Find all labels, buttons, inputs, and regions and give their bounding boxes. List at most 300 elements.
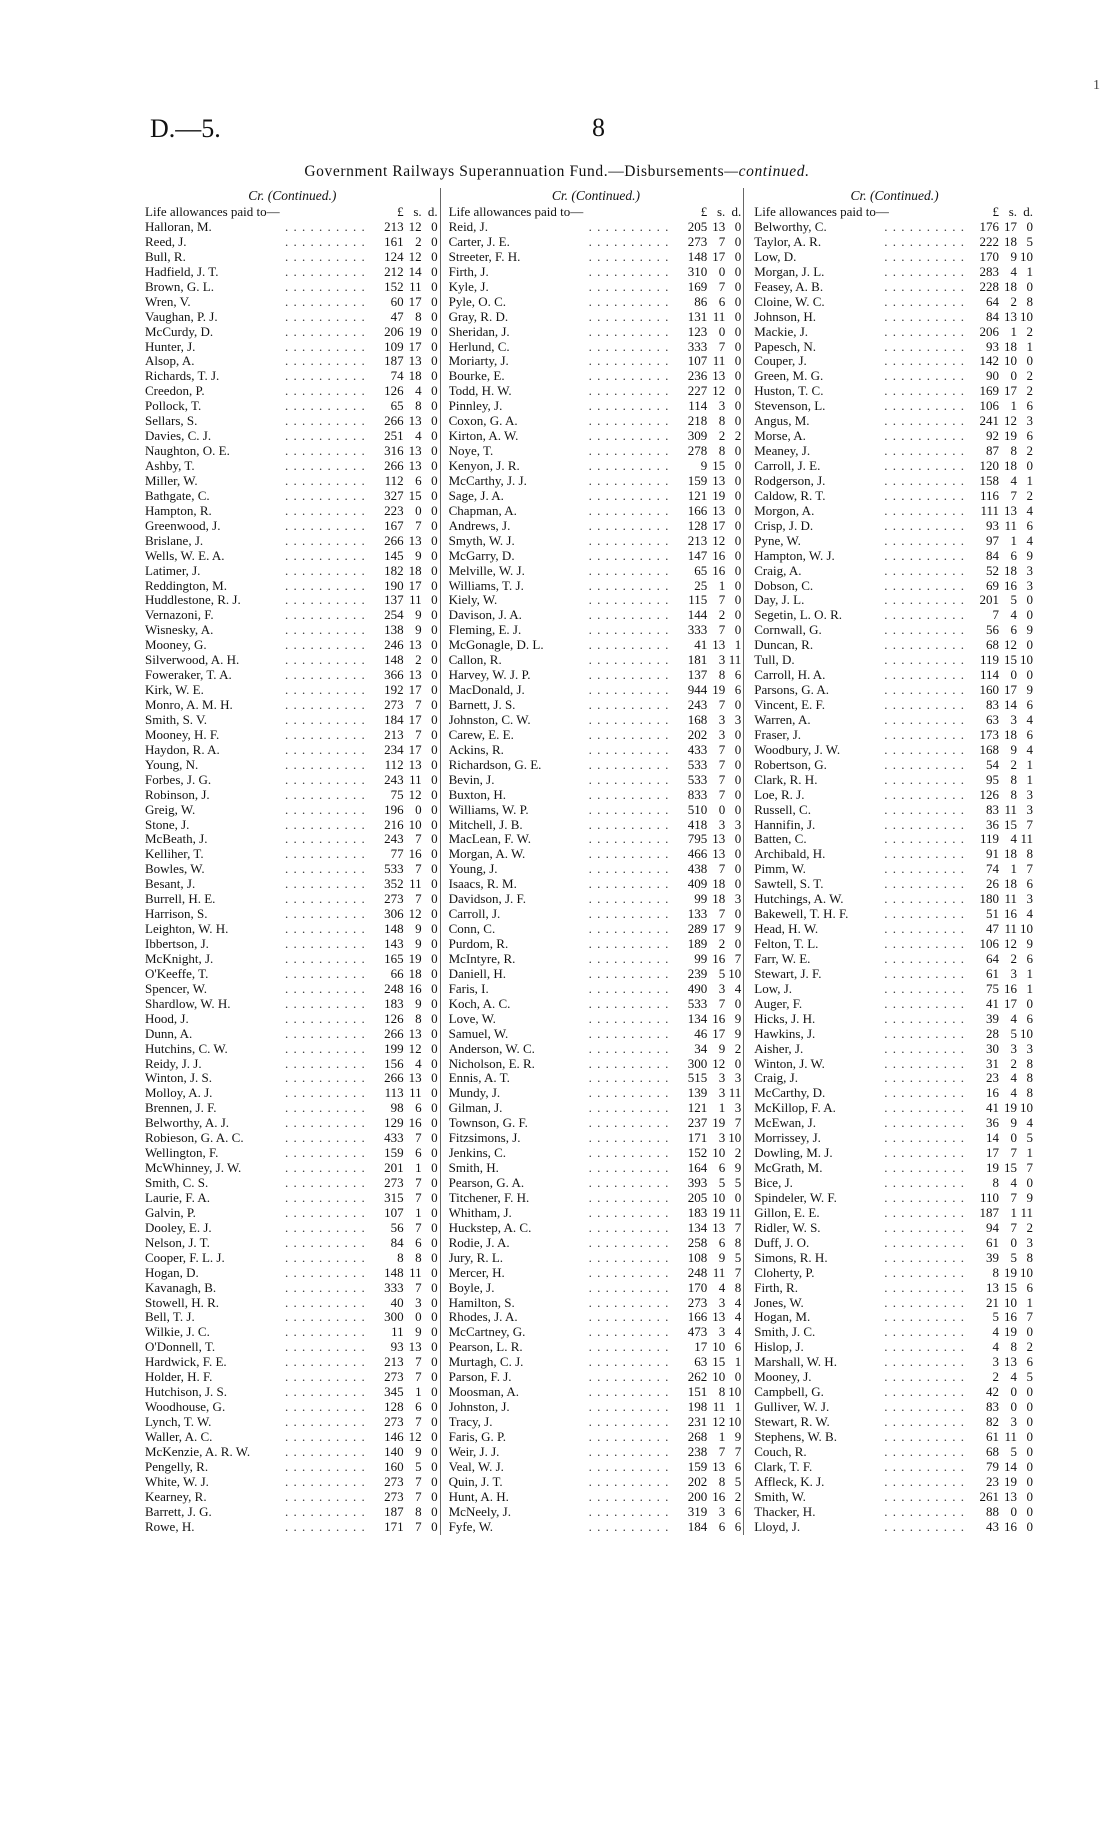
payee-name: Stone, J. — [145, 817, 190, 832]
payee-name: Dooley, E. J. — [145, 1220, 212, 1235]
amount-pounds: 5 — [992, 1309, 999, 1325]
amount-pence: 0 — [431, 1473, 438, 1489]
amount-shillings: 15 — [408, 487, 422, 503]
leader-dots: . . . . . . . . . . — [285, 249, 366, 264]
amount-pence: 0 — [734, 622, 742, 638]
table-row — [145, 743, 440, 758]
amount-pence: 0 — [431, 1443, 438, 1459]
table-row — [754, 1161, 1035, 1176]
leader-dots: . . . . . . . . . . — [884, 1370, 965, 1385]
table-row — [145, 519, 440, 534]
amount-shillings: 7 — [718, 1443, 726, 1459]
leader-dots: . . . . . . . . . . — [588, 1504, 670, 1519]
amount-shillings: 0 — [1010, 1503, 1017, 1519]
amount-shillings: 19 — [1004, 1473, 1017, 1489]
amount-pence: 0 — [734, 726, 742, 742]
amount-pence: 6 — [1026, 1279, 1033, 1295]
amount-pounds: 246 — [384, 637, 404, 653]
leader-dots: . . . . . . . . . . — [588, 548, 670, 563]
amount-pence: 3 — [1026, 786, 1033, 802]
amount-shillings: 7 — [718, 906, 726, 922]
amount-shillings: 7 — [415, 1473, 422, 1489]
amount-shillings: 9 — [415, 1443, 422, 1459]
payee-name: Lynch, T. W. — [145, 1415, 212, 1429]
amount-shillings: 19 — [712, 487, 726, 503]
pounds-unit: £ — [992, 204, 999, 219]
leader-dots: . . . . . . . . . . — [285, 1131, 366, 1146]
table-row — [754, 1310, 1035, 1325]
amount-pence: 7 — [734, 1115, 742, 1131]
table-row — [754, 519, 1035, 534]
amount-pence: 0 — [1026, 1503, 1033, 1519]
leader-dots: . . . . . . . . . . — [588, 668, 670, 683]
table-row — [145, 638, 440, 653]
leader-dots: . . . . . . . . . . — [884, 563, 965, 578]
amount-shillings: 16 — [712, 950, 726, 966]
amount-pounds: 243 — [384, 831, 404, 847]
table-row — [754, 892, 1035, 907]
leader-dots: . . . . . . . . . . — [884, 459, 965, 473]
amount-pence: 0 — [1026, 1399, 1033, 1415]
amount-pence: 6 — [1026, 428, 1033, 444]
amount-pence: 7 — [734, 1443, 742, 1459]
amount-pounds: 169 — [687, 278, 708, 294]
payee-name: Bice, J. — [754, 1176, 793, 1190]
payee-name: Ibbertson, J. — [145, 937, 209, 951]
pounds-unit: £ — [397, 204, 404, 219]
amount-pounds: 145 — [384, 547, 404, 563]
leader-dots: . . . . . . . . . . — [884, 234, 965, 249]
amount-pence: 1 — [1026, 1294, 1033, 1310]
leader-dots: . . . . . . . . . . — [285, 623, 366, 638]
leader-dots: . . . . . . . . . . — [285, 742, 366, 757]
amount-pence: 0 — [431, 936, 438, 951]
amount-shillings: 4 — [1010, 607, 1017, 623]
leader-dots: . . . . . . . . . . — [588, 578, 670, 593]
leader-dots: . . . . . . . . . . — [588, 384, 670, 399]
leader-dots: . . . . . . . . . . — [588, 951, 670, 966]
amount-pence: 0 — [734, 831, 742, 847]
amount-shillings: 1 — [1010, 532, 1017, 548]
leader-dots: . . . . . . . . . . — [588, 1444, 670, 1459]
amount-pounds: 119 — [979, 831, 999, 847]
amount-shillings: 8 — [718, 1473, 726, 1489]
payee-name: Campbell, G. — [754, 1385, 824, 1400]
payee-name: Affleck, K. J. — [754, 1474, 825, 1489]
leader-dots: . . . . . . . . . . — [884, 1101, 965, 1116]
amount-pence: 0 — [734, 697, 742, 712]
amount-shillings: 11 — [1004, 891, 1017, 907]
amount-pounds: 109 — [384, 338, 404, 354]
table-row — [449, 1445, 744, 1460]
amount-pence: 2 — [734, 428, 742, 444]
amount-pounds: 187 — [979, 1204, 999, 1220]
table-row — [449, 310, 744, 325]
amount-shillings: 18 — [1004, 233, 1017, 249]
amount-pounds: 107 — [687, 353, 708, 369]
table-row — [754, 608, 1035, 623]
table-row — [754, 1460, 1035, 1475]
amount-pence: 0 — [1026, 1324, 1033, 1340]
payee-name: Whitham, J. — [448, 1205, 512, 1220]
table-row — [449, 1310, 744, 1325]
amount-shillings: 6 — [415, 1234, 422, 1250]
amount-pounds: 393 — [687, 1175, 708, 1190]
payee-name: Huddlestone, R. J. — [145, 593, 241, 608]
amount-pence: 11 — [728, 1204, 742, 1220]
amount-pence: 3 — [734, 1100, 742, 1116]
amount-pounds: 65 — [694, 562, 708, 578]
leader-dots: . . . . . . . . . . — [884, 1041, 965, 1056]
payee-name: McGonagle, D. L. — [448, 638, 544, 653]
payee-name: Harrison, S. — [145, 907, 208, 922]
table-row — [449, 489, 744, 504]
table-row — [754, 593, 1035, 608]
payee-name: Brennen, J. F. — [145, 1101, 217, 1116]
amount-pence: 0 — [431, 667, 438, 683]
payee-name: Carroll, J. — [448, 907, 501, 922]
amount-shillings: 3 — [1010, 1414, 1017, 1429]
amount-shillings: 5 — [1010, 592, 1017, 608]
amount-pounds: 63 — [694, 1354, 708, 1370]
column-subheading — [145, 204, 440, 220]
payee-name: Gilman, J. — [448, 1101, 503, 1116]
payee-name: Monro, A. M. H. — [145, 698, 233, 712]
amount-pounds: 151 — [687, 1384, 708, 1400]
amount-pence: 0 — [431, 711, 438, 727]
amount-pounds: 251 — [384, 428, 404, 444]
amount-pounds: 515 — [687, 1070, 708, 1086]
amount-shillings: 11 — [1004, 517, 1017, 533]
payee-name: Vaughan, P. J. — [145, 309, 218, 324]
table-row — [449, 250, 744, 265]
leader-dots: . . . . . . . . . . — [588, 1310, 670, 1325]
amount-pounds: 490 — [687, 980, 708, 996]
payee-name: Burrell, H. E. — [145, 892, 216, 907]
table-row — [449, 1281, 744, 1296]
payee-name: Carew, E. E. — [448, 727, 514, 742]
amount-shillings: 4 — [415, 1055, 422, 1071]
amount-pence: 2 — [1026, 1339, 1033, 1355]
payee-name: Hogan, D. — [145, 1265, 199, 1280]
table-row — [145, 1520, 440, 1535]
table-row — [754, 265, 1035, 280]
amount-pounds: 183 — [687, 1204, 708, 1220]
amount-shillings: 12 — [1004, 637, 1017, 653]
amount-pence: 0 — [431, 1339, 438, 1355]
amount-shillings: 14 — [1004, 1458, 1017, 1474]
payee-name: Auger, F. — [754, 996, 803, 1011]
amount-pounds: 134 — [687, 1010, 708, 1026]
payee-name: Creedon, P. — [145, 384, 205, 399]
payee-name: Fleming, E. J. — [448, 623, 522, 638]
leader-dots: . . . . . . . . . . — [884, 1504, 965, 1519]
leader-dots: . . . . . . . . . . — [884, 264, 965, 279]
payee-name: Wisnesky, A. — [145, 623, 214, 638]
table-row — [449, 683, 744, 698]
amount-shillings: 3 — [1010, 965, 1017, 981]
leader-dots: . . . . . . . . . . — [285, 503, 366, 518]
amount-pence: 2 — [1026, 368, 1033, 384]
leader-dots: . . . . . . . . . . — [285, 951, 366, 966]
table-row — [754, 399, 1035, 414]
payee-name: Townson, G. F. — [448, 1116, 528, 1131]
payee-name: Weir, J. J. — [448, 1444, 500, 1459]
amount-pence: 4 — [734, 1324, 742, 1340]
amount-pence: 2 — [1026, 443, 1033, 459]
amount-shillings: 9 — [415, 936, 422, 951]
amount-pounds: 159 — [687, 472, 708, 488]
table-row — [754, 937, 1035, 952]
leader-dots: . . . . . . . . . . — [588, 1161, 670, 1176]
table-row — [449, 429, 744, 444]
amount-pounds: 352 — [384, 876, 404, 892]
payee-name: Fyfe, W. — [448, 1519, 494, 1534]
table-row — [449, 1505, 744, 1520]
payee-name: Richardson, G. E. — [448, 757, 542, 772]
leader-dots: . . . . . . . . . . — [884, 937, 965, 951]
amount-shillings: 1 — [1010, 398, 1017, 414]
amount-pounds: 199 — [384, 1040, 404, 1056]
table-row — [145, 295, 440, 310]
amount-pounds: 148 — [384, 921, 404, 937]
amount-pence: 1 — [1026, 756, 1033, 772]
amount-pounds: 94 — [986, 1219, 999, 1235]
table-row — [449, 593, 744, 608]
amount-shillings: 13 — [1004, 308, 1017, 324]
amount-pounds: 17 — [986, 1145, 999, 1161]
table-row — [754, 325, 1035, 340]
amount-shillings: 1 — [415, 1204, 422, 1220]
amount-shillings: 17 — [1004, 682, 1017, 698]
table-row — [449, 295, 744, 310]
table-row — [449, 1116, 744, 1131]
amount-pounds: 60 — [390, 293, 404, 309]
amount-pence: 0 — [431, 1070, 438, 1086]
amount-pence: 11 — [728, 652, 742, 668]
leader-dots: . . . . . . . . . . — [588, 354, 670, 369]
amount-shillings: 11 — [1004, 801, 1017, 817]
amount-shillings: 0 — [1010, 1384, 1017, 1400]
leader-dots: . . . . . . . . . . — [285, 1190, 366, 1205]
payee-name: Latimer, J. — [145, 563, 201, 578]
amount-pounds: 202 — [687, 1473, 708, 1489]
amount-pounds: 944 — [687, 682, 708, 698]
amount-pounds: 110 — [979, 1189, 999, 1205]
amount-shillings: 17 — [408, 338, 422, 354]
table-row — [145, 384, 440, 399]
leader-dots: . . . . . . . . . . — [285, 1086, 366, 1101]
amount-pounds: 273 — [687, 233, 708, 249]
amount-pence: 0 — [431, 547, 438, 563]
leader-dots: . . . . . . . . . . — [588, 1250, 670, 1265]
payee-name: Hislop, J. — [754, 1340, 804, 1355]
amount-pounds: 200 — [687, 1488, 708, 1504]
amount-shillings: 12 — [408, 1428, 422, 1444]
amount-shillings: 3 — [718, 726, 726, 742]
amount-pounds: 75 — [390, 786, 404, 802]
amount-pence: 0 — [431, 622, 438, 638]
leader-dots: . . . . . . . . . . — [588, 772, 670, 787]
leader-dots: . . . . . . . . . . — [588, 996, 670, 1011]
amount-shillings: 16 — [1004, 577, 1017, 593]
amount-shillings: 7 — [415, 831, 422, 847]
table-row — [145, 1266, 440, 1281]
amount-shillings: 5 — [718, 965, 726, 981]
table-row — [754, 1191, 1035, 1206]
amount-shillings: 12 — [408, 786, 422, 802]
amount-pence: 0 — [431, 741, 438, 757]
amount-shillings: 8 — [415, 1249, 422, 1265]
leader-dots: . . . . . . . . . . — [285, 429, 366, 444]
table-row — [145, 758, 440, 773]
amount-pounds: 190 — [384, 577, 404, 593]
amount-pounds: 65 — [390, 398, 404, 414]
amount-pence: 10 — [728, 965, 742, 981]
amount-shillings: 6 — [718, 293, 726, 309]
payee-name: Waller, A. C. — [145, 1429, 213, 1444]
amount-pounds: 218 — [687, 413, 708, 429]
payee-name: Pearson, G. A. — [448, 1176, 525, 1190]
payee-name: Robieson, G. A. C. — [145, 1131, 244, 1146]
amount-pence: 0 — [431, 1324, 438, 1340]
amount-shillings: 12 — [408, 906, 422, 922]
leader-dots: . . . . . . . . . . — [884, 1444, 965, 1459]
amount-pence: 0 — [734, 906, 742, 922]
payee-name: McKenzie, A. R. W. — [145, 1444, 251, 1459]
leader-dots: . . . . . . . . . . — [588, 1026, 670, 1041]
leader-dots: . . . . . . . . . . — [285, 488, 366, 503]
payee-name: Brislane, J. — [145, 533, 204, 548]
leader-dots: . . . . . . . . . . — [285, 937, 366, 951]
leader-dots: . . . . . . . . . . — [588, 832, 670, 847]
amount-pounds: 206 — [979, 323, 999, 339]
rows-2 — [449, 220, 744, 1535]
leader-dots: . . . . . . . . . . — [588, 623, 670, 638]
amount-pounds: 41 — [986, 995, 999, 1011]
table-row — [754, 354, 1035, 369]
table-row — [754, 967, 1035, 982]
payee-name: Besant, J. — [145, 877, 196, 892]
table-row — [449, 623, 744, 638]
amount-pence: 5 — [734, 1249, 742, 1265]
amount-shillings: 12 — [712, 383, 726, 399]
table-row — [449, 892, 744, 907]
amount-shillings: 6 — [1010, 547, 1017, 563]
leader-dots: . . . . . . . . . . — [285, 518, 366, 533]
leader-dots: . . . . . . . . . . — [588, 279, 670, 294]
leader-dots: . . . . . . . . . . — [285, 563, 366, 578]
page-number: 8 — [592, 113, 605, 142]
leader-dots: . . . . . . . . . . — [884, 638, 965, 653]
leader-dots: . . . . . . . . . . — [285, 339, 366, 354]
table-row — [449, 743, 744, 758]
table-row — [449, 997, 744, 1012]
amount-pence: 0 — [431, 1428, 438, 1444]
table-row — [145, 1027, 440, 1042]
table-row — [449, 1101, 744, 1116]
payee-name: Wells, W. E. A. — [145, 548, 225, 563]
amount-shillings: 7 — [718, 592, 726, 608]
amount-pounds: 148 — [384, 652, 404, 668]
amount-shillings: 18 — [1004, 876, 1017, 892]
leader-dots: . . . . . . . . . . — [285, 1385, 366, 1400]
payee-name: Winton, J. S. — [145, 1071, 213, 1086]
payee-name: Taylor, A. R. — [754, 234, 822, 249]
amount-pounds: 86 — [694, 293, 708, 309]
payee-name: MacDonald, J. — [448, 683, 525, 698]
amount-pence: 6 — [734, 1339, 742, 1355]
amount-pence: 3 — [734, 816, 742, 832]
leader-dots: . . . . . . . . . . — [285, 1116, 366, 1131]
amount-pence: 0 — [431, 1309, 438, 1325]
leader-dots: . . . . . . . . . . — [588, 981, 670, 996]
amount-shillings: 12 — [408, 1040, 422, 1056]
amount-pounds: 165 — [384, 950, 404, 966]
leader-dots: . . . . . . . . . . — [884, 339, 965, 354]
amount-shillings: 10 — [712, 1369, 726, 1385]
leader-dots: . . . . . . . . . . — [884, 683, 965, 698]
amount-pence: 5 — [1026, 1369, 1033, 1385]
amount-pounds: 107 — [384, 1204, 404, 1220]
amount-shillings: 16 — [408, 1115, 422, 1131]
amount-pounds: 192 — [384, 682, 404, 698]
leader-dots: . . . . . . . . . . — [285, 832, 366, 847]
rows-1 — [145, 220, 440, 1535]
payee-name: Wellington, F. — [145, 1146, 219, 1161]
amount-shillings: 16 — [1004, 1518, 1017, 1534]
leader-dots: . . . . . . . . . . — [588, 429, 670, 444]
amount-pounds: 533 — [687, 756, 708, 772]
amount-pence: 1 — [1026, 980, 1033, 996]
payee-name: Low, J. — [754, 981, 793, 996]
amount-pence: 4 — [1026, 741, 1033, 757]
payee-name: Sage, J. A. — [448, 488, 504, 503]
table-row — [449, 1430, 744, 1445]
amount-pence: 1 — [1026, 263, 1033, 279]
amount-pounds: 2 — [992, 1369, 999, 1385]
amount-pence: 0 — [1026, 1458, 1033, 1474]
payee-name: Sellars, S. — [145, 414, 198, 429]
amount-pence: 5 — [1026, 233, 1033, 249]
table-row — [754, 414, 1035, 429]
amount-shillings: 4 — [1010, 1085, 1017, 1101]
amount-pence: 6 — [1026, 1354, 1033, 1370]
amount-shillings: 13 — [1004, 1488, 1017, 1504]
amount-pence: 11 — [728, 1085, 742, 1101]
amount-pounds: 79 — [986, 1458, 999, 1474]
leader-dots: . . . . . . . . . . — [884, 653, 965, 668]
amount-shillings: 7 — [415, 517, 422, 533]
table-row — [145, 1146, 440, 1161]
table-row — [449, 1385, 744, 1400]
amount-shillings: 17 — [408, 293, 422, 309]
payee-name: McGrath, M. — [754, 1161, 823, 1176]
amount-pounds: 77 — [390, 846, 404, 862]
leader-dots: . . . . . . . . . . — [285, 1176, 366, 1190]
payee-name: Morgon, A. — [754, 503, 815, 518]
table-row — [145, 534, 440, 549]
title-continued: —continued. — [724, 163, 810, 180]
table-row — [754, 369, 1035, 384]
payee-name: Nelson, J. T. — [145, 1235, 210, 1250]
table-row — [449, 818, 744, 833]
amount-shillings: 11 — [1004, 1428, 1017, 1444]
amount-shillings: 3 — [718, 1130, 726, 1146]
amount-pounds: 42 — [986, 1384, 999, 1400]
amount-shillings: 13 — [408, 1025, 422, 1041]
table-row — [754, 280, 1035, 295]
